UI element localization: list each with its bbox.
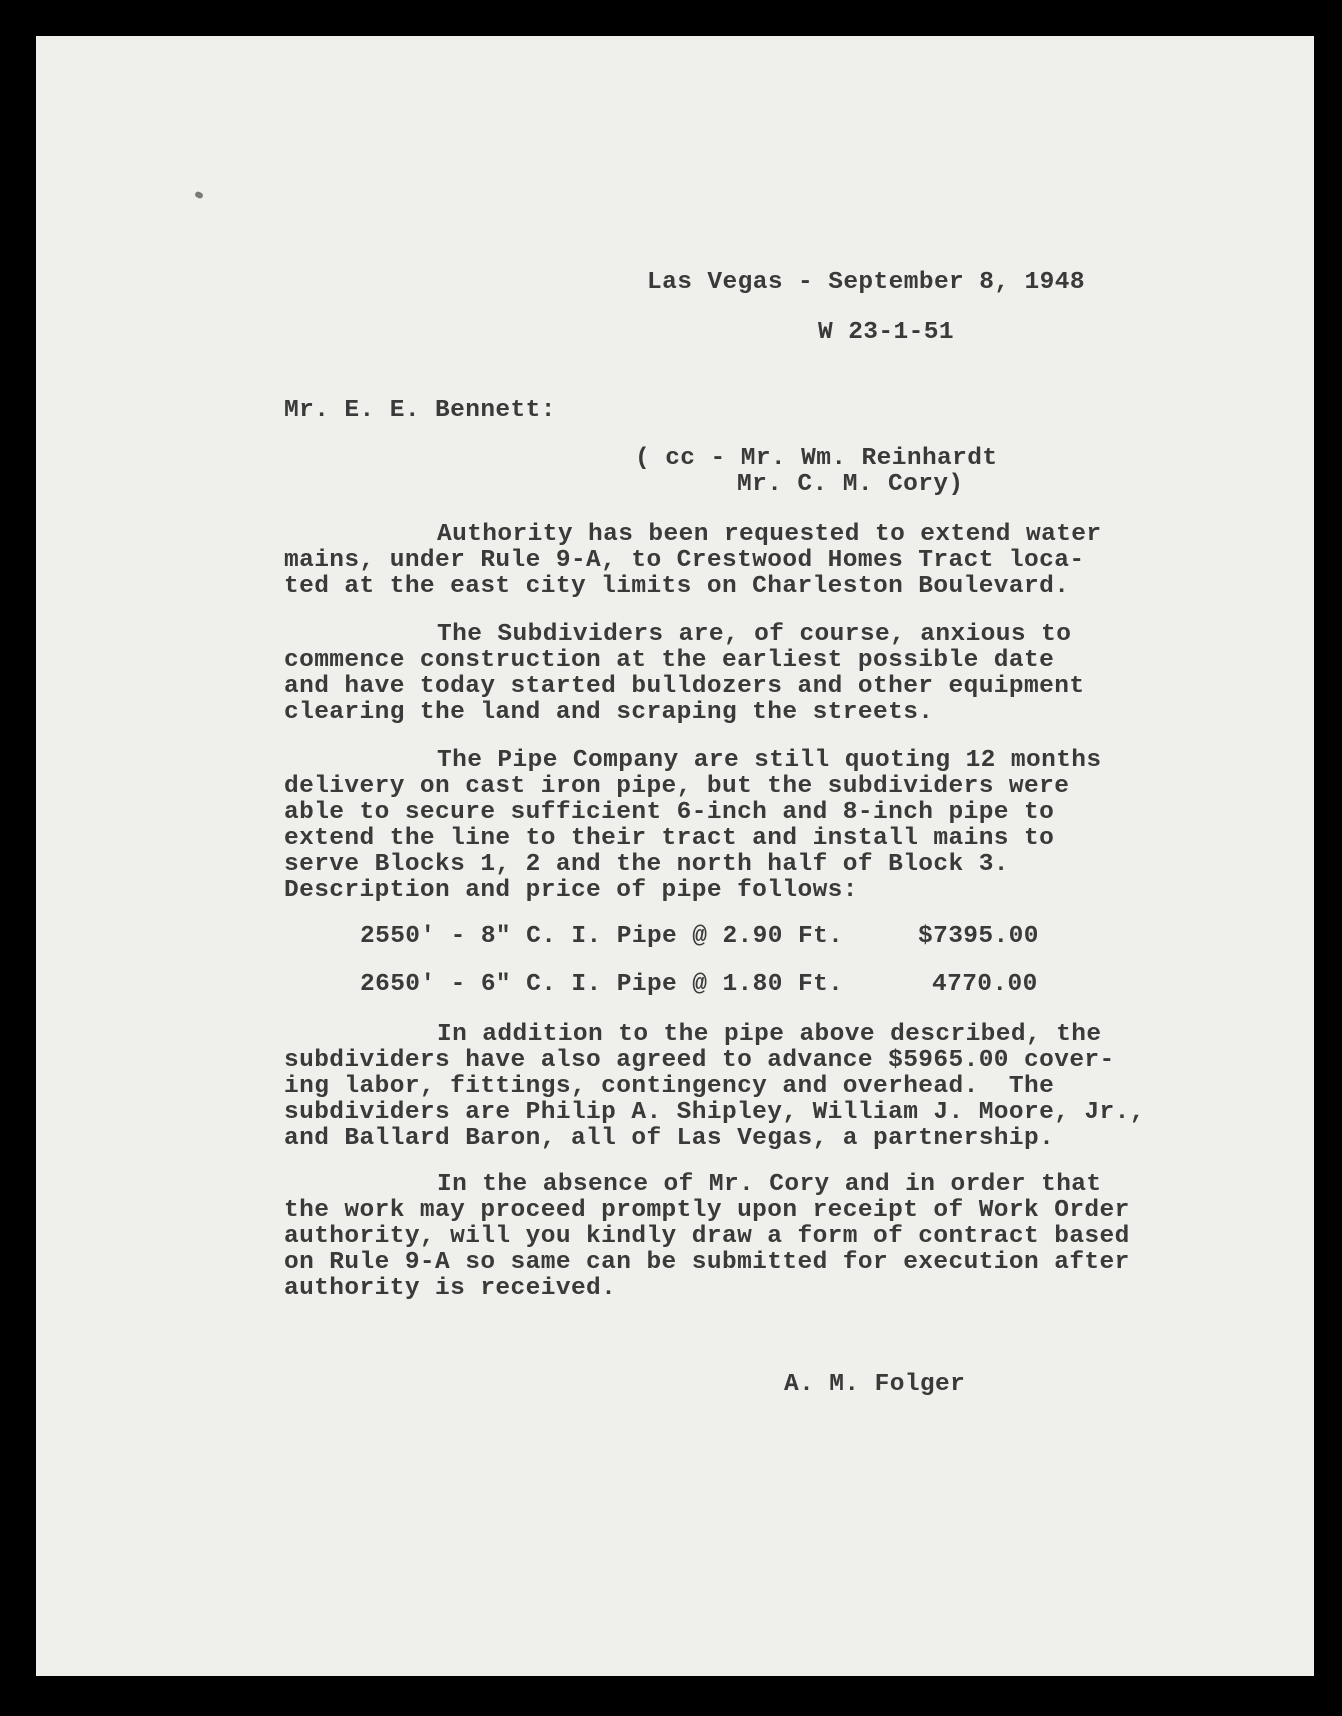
pipe-item-description: 2650' - 6" C. I. Pipe @ 1.80 Ft. (360, 971, 844, 998)
file-number: W 23-1-51 (818, 319, 954, 346)
paragraph-line: able to secure sufficient 6-inch and 8-inch pipe to (284, 799, 1055, 826)
paragraph-line: ted at the east city limits on Charleston Boulevard. (284, 573, 1070, 600)
paragraph-line: and Ballard Baron, all of Las Vegas, a partnership. (284, 1125, 1055, 1152)
paragraph-line: ing labor, fittings, contingency and overhead. The (284, 1073, 1055, 1100)
paragraph-line: serve Blocks 1, 2 and the north half of Block 3. (284, 851, 1009, 878)
paragraph-line: mains, under Rule 9-A, to Crestwood Homes Tract loca- (284, 547, 1085, 574)
paragraph-line: the work may proceed promptly upon receipt of Work Order (284, 1197, 1130, 1224)
salutation: Mr. E. E. Bennett: (284, 397, 556, 424)
paragraph-line: In the absence of Mr. Cory and in order that (437, 1171, 1102, 1198)
paragraph-line: Description and price of pipe follows: (284, 877, 858, 904)
pipe-item-amount: 4770.00 (932, 971, 1038, 998)
cc-line-1: ( cc - Mr. Wm. Reinhardt (635, 445, 998, 472)
paragraph-5 (284, 1172, 1144, 1302)
paragraph-line: on Rule 9-A so same can be submitted for execution after (284, 1249, 1130, 1276)
paragraph-line: commence construction at the earliest possible date (284, 647, 1055, 674)
paragraph-line: The Pipe Company are still quoting 12 months (437, 747, 1102, 774)
paragraph-line: authority is received. (284, 1275, 617, 1302)
paragraph-line: and have today started bulldozers and other equipment (284, 673, 1085, 700)
pipe-item-description: 2550' - 8" C. I. Pipe @ 2.90 Ft. (360, 923, 844, 950)
paragraph-3 (284, 748, 1144, 904)
paragraph-line: In addition to the pipe above described, the (437, 1021, 1102, 1048)
paragraph-line: clearing the land and scraping the streets. (284, 699, 934, 726)
paragraph-4 (284, 1022, 1144, 1152)
paragraph-line: subdividers have also agreed to advance $5965.00 cover- (284, 1047, 1115, 1074)
paragraph-line: subdividers are Philip A. Shipley, William J. Moore, Jr., (284, 1099, 1145, 1126)
paragraph-line: delivery on cast iron pipe, but the subdividers were (284, 773, 1070, 800)
signature: A. M. Folger (784, 1371, 966, 1398)
place-date: Las Vegas - September 8, 1948 (647, 269, 1085, 296)
paragraph-line: Authority has been requested to extend water (437, 521, 1102, 548)
paragraph-line: authority, will you kindly draw a form of contract based (284, 1223, 1130, 1250)
paragraph-line: extend the line to their tract and install mains to (284, 825, 1055, 852)
paragraph-2 (284, 622, 1144, 726)
cc-line-2: Mr. C. M. Cory) (737, 471, 964, 498)
paragraph-line: The Subdividers are, of course, anxious to (437, 621, 1072, 648)
paragraph-1 (284, 522, 1144, 600)
pipe-item-amount: $7395.00 (918, 923, 1039, 950)
